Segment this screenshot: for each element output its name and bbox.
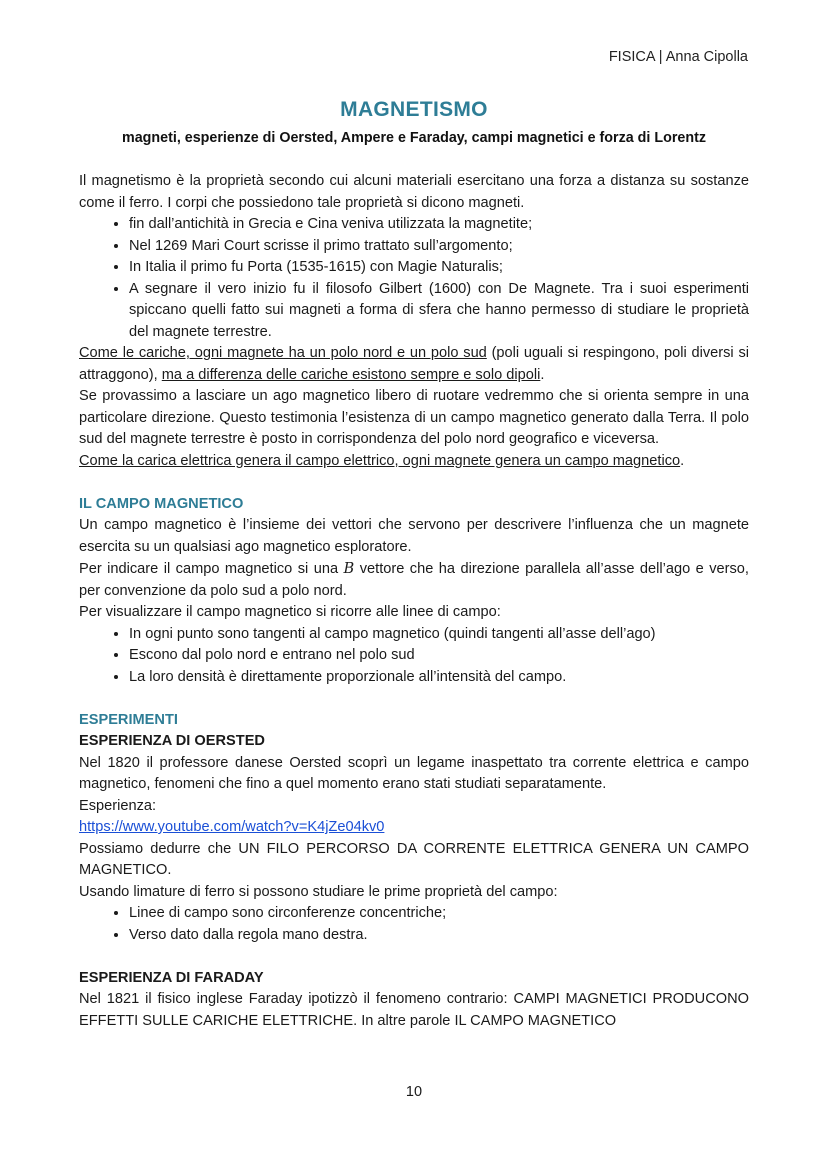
subheading-oersted: ESPERIENZA DI OERSTED [79, 733, 265, 749]
document-body [79, 171, 749, 1032]
campo-text-a: Per indicare il campo magnetico si una [79, 561, 344, 577]
list-item: • Linee di campo sono circonferenze concentriche; [129, 903, 749, 925]
list-item: • In Italia il primo fu Porta (1535-1615) con Magie Naturalis; [129, 257, 749, 279]
campo-paragraph-1: Un campo magnetico è l’insieme dei vettori che servono per descrivere l’influenza che un magnete esercita su un qualsiasi ago magnetico esploratore. [79, 517, 749, 555]
list-item: • fin dall’antichità in Grecia e Cina veniva utilizzata la magnetite; [129, 214, 749, 236]
poles-paragraph [79, 343, 749, 386]
field-end: . [680, 452, 685, 469]
campo-paragraph-2 [79, 558, 749, 602]
oersted-label: Esperienza: [79, 797, 157, 814]
field-lines-list [79, 624, 749, 689]
running-header: FISICA | Anna Cipolla [608, 49, 748, 65]
poles-underline-2: ma a differenza delle cariche esistono sempre e solo dipoli [161, 366, 541, 383]
vector-b: B [343, 560, 355, 577]
field-underline: Come la carica elettrica genera il campo elettrico, ogni magnete genera un campo magnetico [79, 452, 681, 469]
poles-text: (poli uguali si respingono, poli diversi si attraggono), [79, 345, 749, 383]
page-number: 10 [405, 1084, 423, 1100]
page-subtitle: magneti, esperienze di Oersted, Ampere e Faraday, campi magnetici e forza di Lorentz [122, 130, 706, 146]
history-list [79, 214, 749, 343]
field-paragraph [79, 451, 749, 473]
list-item: • Verso dato dalla regola mano destra. [129, 925, 749, 947]
list-item: • A segnare il vero inizio fu il filosofo Gilbert (1600) con De Magnete. Tra i suoi esperimenti spiccano quelli fatto sui magneti a forma di sfera che hanno permesso di studiare le proprietà del magnete terrestre. [129, 279, 749, 344]
list-item: • In ogni punto sono tangenti al campo magnetico (quindi tangenti all’asse dell’ago) [129, 624, 749, 646]
compass-paragraph: Se provassimo a lasciare un ago magnetico libero di ruotare vedremmo che si orienta sempre in una particolare direzione. Questo testimonia l’esistenza di un campo magnetico generato dalla Terra. Il polo sud del magnete terrestre è posto in corrispondenza del polo nord geografico e viceversa. [79, 388, 749, 447]
campo-paragraph-3: Per visualizzare il campo magnetico si ricorre alle linee di campo: [79, 604, 501, 620]
oersted-paragraph-1: Nel 1820 il professore danese Oersted scoprì un legame inaspettato tra corrente elettrica e campo magnetico, fenomeni che fino a quel momento erano stati studiati separatamente. [79, 754, 749, 792]
list-item: • Escono dal polo nord e entrano nel polo sud [129, 645, 749, 667]
oersted-paragraph-2: Possiamo dedurre che UN FILO PERCORSO DA CORRENTE ELETTRICA GENERA UN CAMPO MAGNETICO. [79, 840, 749, 878]
oersted-paragraph-3: Usando limature di ferro si possono studiare le prime proprietà del campo: [79, 883, 558, 900]
intro-paragraph: Il magnetismo è la proprietà secondo cui alcuni materiali esercitano una forza a distanza su sostanze come il ferro. I corpi che possiedono tale proprietà si dicono magneti. [79, 173, 749, 211]
subheading-faraday: ESPERIENZA DI FARADAY [79, 969, 264, 986]
poles-underline-1: Come le cariche, ogni magnete ha un polo nord e un polo sud [79, 345, 487, 361]
oersted-list [79, 903, 749, 946]
page-title: MAGNETISMO [340, 98, 488, 121]
oersted-link-line [79, 817, 749, 839]
section-heading-esperimenti: ESPERIMENTI [79, 711, 178, 728]
poles-end: . [540, 366, 545, 383]
list-item: • Nel 1269 Mari Court scrisse il primo trattato sull’argomento; [129, 236, 749, 258]
section-heading-campo: IL CAMPO MAGNETICO [79, 495, 244, 512]
list-item: • La loro densità è direttamente proporzionale all’intensità del campo. [129, 667, 749, 689]
campo-text-b: vettore che ha direzione parallela all’asse dell’ago e verso, per convenzione da polo sud a polo nord. [79, 561, 749, 599]
faraday-paragraph-1: Nel 1821 il fisico inglese Faraday ipotizzò il fenomeno contrario: CAMPI MAGNETICI PRODUCONO EFFETTI SULLE CARICHE ELETTRICHE. In altre parole IL CAMPO MAGNETICO [79, 991, 749, 1029]
youtube-link[interactable]: https://www.youtube.com/watch?v=K4jZe04kv0 [79, 819, 385, 835]
